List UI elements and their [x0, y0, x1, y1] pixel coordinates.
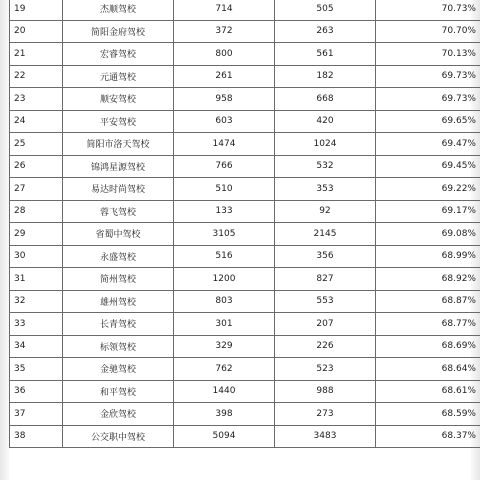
total-count-cell: 800 [174, 43, 275, 66]
school-name-cell: 金驰驾校 [63, 358, 174, 381]
document-sheet [9, 0, 476, 480]
school-name-cell: 蓉飞驾校 [63, 200, 174, 223]
table-row [10, 425, 480, 448]
total-count-cell: 301 [174, 313, 275, 336]
passed-count-cell: 505 [275, 0, 376, 20]
pass-rate-cell: 69.45% [376, 155, 480, 178]
rank-cell: 36 [10, 380, 63, 403]
rank-cell: 34 [10, 335, 63, 358]
table-row [10, 88, 480, 111]
passed-count-cell: 561 [275, 43, 376, 66]
total-count-cell: 329 [174, 335, 275, 358]
rank-cell: 30 [10, 245, 63, 268]
school-name-cell: 和平驾校 [63, 380, 174, 403]
rank-cell: 20 [10, 20, 63, 43]
rank-cell: 33 [10, 313, 63, 336]
table-row [10, 20, 480, 43]
table-row [10, 335, 480, 358]
rank-cell: 38 [10, 425, 63, 448]
passed-count-cell: 668 [275, 88, 376, 111]
total-count-cell: 398 [174, 403, 275, 426]
table-row [10, 178, 480, 201]
passed-count-cell: 532 [275, 155, 376, 178]
school-name-cell: 顺安驾校 [63, 88, 174, 111]
table-row [10, 155, 480, 178]
school-name-cell: 永盛驾校 [63, 245, 174, 268]
school-name-cell: 公交职中驾校 [63, 425, 174, 448]
pass-rate-cell: 69.17% [376, 200, 480, 223]
passed-count-cell: 92 [275, 200, 376, 223]
ranking-table [9, 0, 480, 448]
rank-cell: 23 [10, 88, 63, 111]
passed-count-cell: 356 [275, 245, 376, 268]
total-count-cell: 1440 [174, 380, 275, 403]
total-count-cell: 516 [174, 245, 275, 268]
school-name-cell: 锦鸿星源驾校 [63, 155, 174, 178]
school-name-cell: 宏睿驾校 [63, 43, 174, 66]
passed-count-cell: 553 [275, 290, 376, 313]
rank-cell: 37 [10, 403, 63, 426]
rank-cell: 22 [10, 65, 63, 88]
total-count-cell: 133 [174, 200, 275, 223]
pass-rate-cell: 69.22% [376, 178, 480, 201]
total-count-cell: 714 [174, 0, 275, 20]
rank-cell: 19 [10, 0, 63, 20]
table-row [10, 65, 480, 88]
total-count-cell: 762 [174, 358, 275, 381]
rank-cell: 32 [10, 290, 63, 313]
rank-cell: 27 [10, 178, 63, 201]
pass-rate-cell: 68.59% [376, 403, 480, 426]
passed-count-cell: 353 [275, 178, 376, 201]
pass-rate-cell: 69.73% [376, 88, 480, 111]
total-count-cell: 1474 [174, 133, 275, 156]
total-count-cell: 1200 [174, 268, 275, 291]
table-row [10, 0, 480, 20]
table-row [10, 200, 480, 223]
school-name-cell: 平安驾校 [63, 110, 174, 133]
passed-count-cell: 988 [275, 380, 376, 403]
table-row [10, 380, 480, 403]
passed-count-cell: 273 [275, 403, 376, 426]
school-name-cell: 元通驾校 [63, 65, 174, 88]
school-name-cell: 金欣驾校 [63, 403, 174, 426]
pass-rate-cell: 68.69% [376, 335, 480, 358]
pass-rate-cell: 68.37% [376, 425, 480, 448]
total-count-cell: 803 [174, 290, 275, 313]
table-row [10, 313, 480, 336]
passed-count-cell: 420 [275, 110, 376, 133]
pass-rate-cell: 68.92% [376, 268, 480, 291]
table-row [10, 223, 480, 246]
total-count-cell: 3105 [174, 223, 275, 246]
table-row [10, 268, 480, 291]
pass-rate-cell: 68.64% [376, 358, 480, 381]
passed-count-cell: 3483 [275, 425, 376, 448]
school-name-cell: 杰顺驾校 [63, 0, 174, 20]
total-count-cell: 766 [174, 155, 275, 178]
passed-count-cell: 523 [275, 358, 376, 381]
school-name-cell: 易达时尚驾校 [63, 178, 174, 201]
school-name-cell: 简州驾校 [63, 268, 174, 291]
total-count-cell: 603 [174, 110, 275, 133]
table-row [10, 290, 480, 313]
total-count-cell: 261 [174, 65, 275, 88]
pass-rate-cell: 68.61% [376, 380, 480, 403]
passed-count-cell: 207 [275, 313, 376, 336]
table-row [10, 403, 480, 426]
pass-rate-cell: 69.65% [376, 110, 480, 133]
school-name-cell: 简阳市洛天驾校 [63, 133, 174, 156]
passed-count-cell: 827 [275, 268, 376, 291]
passed-count-cell: 182 [275, 65, 376, 88]
total-count-cell: 372 [174, 20, 275, 43]
rank-cell: 29 [10, 223, 63, 246]
school-name-cell: 省蜀中驾校 [63, 223, 174, 246]
rank-cell: 25 [10, 133, 63, 156]
school-name-cell: 雄州驾校 [63, 290, 174, 313]
rank-cell: 24 [10, 110, 63, 133]
table-row [10, 133, 480, 156]
table-row [10, 358, 480, 381]
school-name-cell: 简阳金府驾校 [63, 20, 174, 43]
total-count-cell: 510 [174, 178, 275, 201]
pass-rate-cell: 70.73% [376, 0, 480, 20]
passed-count-cell: 2145 [275, 223, 376, 246]
pass-rate-cell: 70.13% [376, 43, 480, 66]
total-count-cell: 5094 [174, 425, 275, 448]
table-row [10, 110, 480, 133]
pass-rate-cell: 70.70% [376, 20, 480, 43]
table-row [10, 245, 480, 268]
passed-count-cell: 226 [275, 335, 376, 358]
pass-rate-cell: 68.87% [376, 290, 480, 313]
pass-rate-cell: 69.08% [376, 223, 480, 246]
pass-rate-cell: 69.47% [376, 133, 480, 156]
rank-cell: 26 [10, 155, 63, 178]
passed-count-cell: 263 [275, 20, 376, 43]
table-row [10, 43, 480, 66]
rank-cell: 31 [10, 268, 63, 291]
rank-cell: 35 [10, 358, 63, 381]
total-count-cell: 958 [174, 88, 275, 111]
passed-count-cell: 1024 [275, 133, 376, 156]
pass-rate-cell: 68.99% [376, 245, 480, 268]
rank-cell: 21 [10, 43, 63, 66]
rank-cell: 28 [10, 200, 63, 223]
school-name-cell: 长青驾校 [63, 313, 174, 336]
pass-rate-cell: 69.73% [376, 65, 480, 88]
school-name-cell: 标领驾校 [63, 335, 174, 358]
pass-rate-cell: 68.77% [376, 313, 480, 336]
